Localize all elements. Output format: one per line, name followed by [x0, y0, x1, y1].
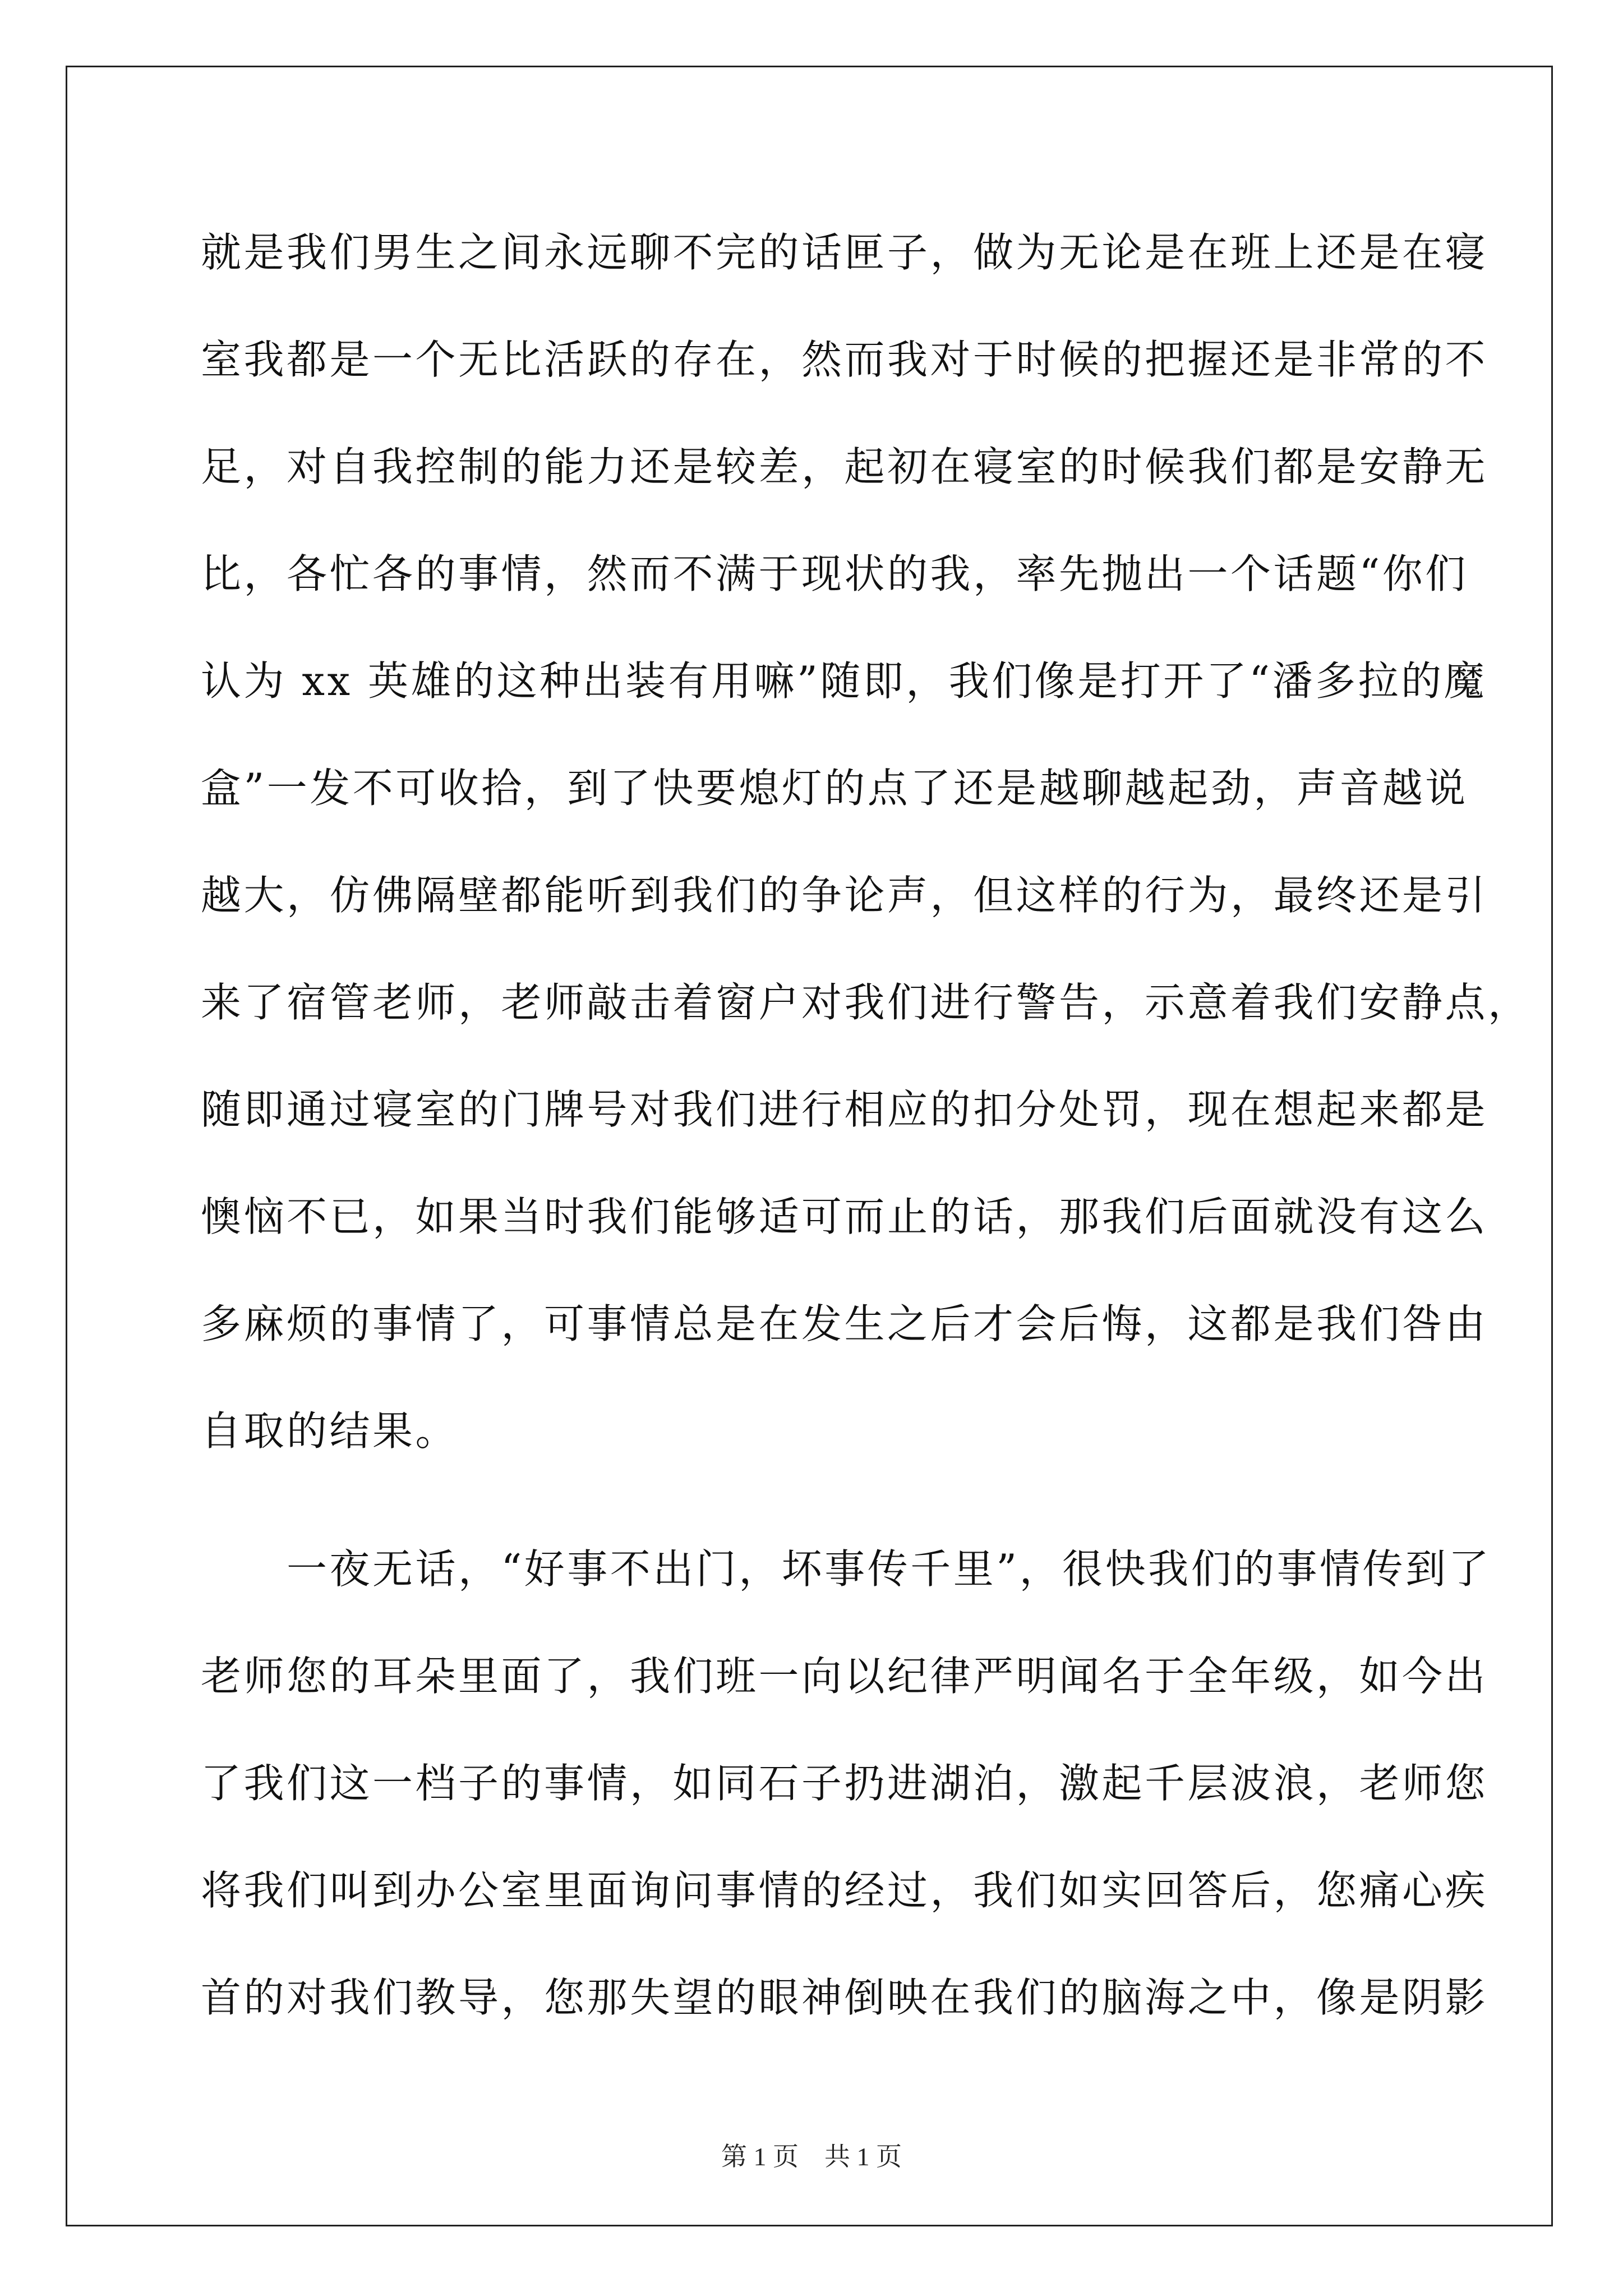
text-line: 越大，仿佛隔壁都能听到我们的争论声，但这样的行为，最终还是引	[201, 872, 1488, 919]
paragraph-1	[201, 199, 1531, 1485]
text-line: 认为 xx 英雄的这种出装有用嘛”随即，我们像是打开了“潘多拉的魔	[201, 657, 1487, 705]
text-line: 随即通过寝室的门牌号对我们进行相应的扣分处罚，现在想起来都是	[201, 1086, 1488, 1133]
text-line: 将我们叫到办公室里面询问事情的经过，我们如实回答后，您痛心疾	[201, 1867, 1488, 1914]
text-line: 多麻烦的事情了，可事情总是在发生之后才会后悔，这都是我们咎由	[201, 1300, 1488, 1347]
text-line: 一夜无话，“好事不出门，坏事传千里”，很快我们的事情传到了	[201, 1545, 1492, 1593]
document-body	[201, 199, 1531, 2051]
text-line: 懊恼不已，如果当时我们能够适可而止的话，那我们后面就没有这么	[201, 1193, 1488, 1240]
text-line: 比，各忙各的事情，然而不满于现状的我，率先抛出一个话题“你们	[201, 550, 1468, 597]
page-footer: 第 1 页 共 1 页	[721, 2142, 902, 2171]
text-line: 就是我们男生之间永远聊不完的话匣子，做为无论是在班上还是在寝	[201, 229, 1488, 276]
paragraph-2	[201, 1516, 1492, 2051]
text-line: 足，对自我控制的能力还是较差，起初在寝室的时候我们都是安静无	[201, 443, 1488, 490]
text-line: 首的对我们教导，您那失望的眼神倒映在我们的脑海之中，像是阴影	[201, 1974, 1488, 2021]
text-line: 来了宿管老师，老师敲击着窗户对我们进行警告，示意着我们安静点，	[201, 979, 1531, 1026]
text-line: 了我们这一档子的事情，如同石子扔进湖泊，激起千层波浪，老师您	[201, 1760, 1488, 1807]
text-line: 盒”一发不可收拾，到了快要熄灯的点了还是越聊越起劲，声音越说	[201, 765, 1468, 812]
text-line: 室我都是一个无比活跃的存在，然而我对于时候的把握还是非常的不	[201, 336, 1488, 383]
paragraph-spacing	[201, 1485, 1435, 1516]
text-line: 自取的结果。	[201, 1407, 459, 1455]
text-line: 老师您的耳朵里面了，我们班一向以纪律严明闻名于全年级，如今出	[201, 1653, 1488, 1700]
